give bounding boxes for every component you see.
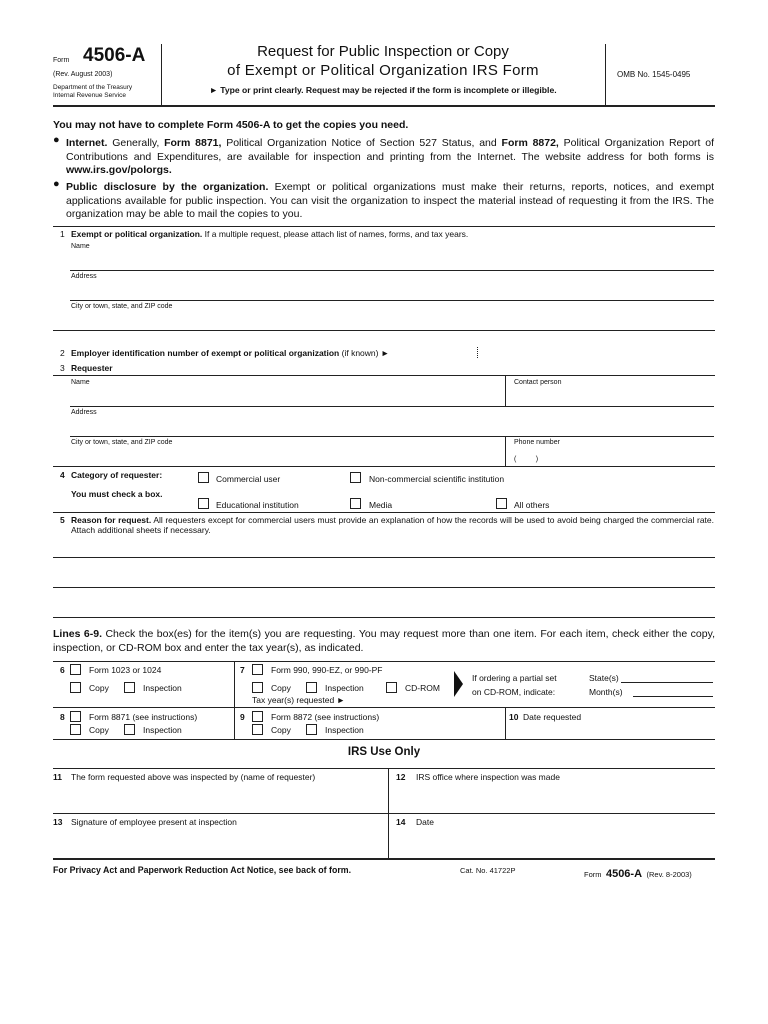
org-address-rule bbox=[70, 300, 714, 301]
irs-top-rule bbox=[53, 768, 715, 769]
inspection-date-field[interactable] bbox=[392, 829, 714, 857]
header-divider-right bbox=[605, 44, 606, 106]
line3-bottom-rule bbox=[53, 466, 715, 467]
line2-label: Employer identification number of exempt or political organization (if known) ► bbox=[71, 348, 390, 358]
requester-name-rule bbox=[70, 406, 714, 407]
requester-name-field[interactable] bbox=[70, 388, 503, 406]
items-bottom-rule bbox=[53, 739, 715, 740]
line8-inspection-label: Inspection bbox=[143, 725, 182, 735]
org-name-label: Name bbox=[71, 243, 90, 250]
form-title-line-2: of Exempt or Political Organization IRS Form bbox=[227, 62, 539, 79]
educational-checkbox[interactable] bbox=[198, 498, 209, 509]
contact-divider bbox=[505, 375, 506, 406]
department-line-2: Internal Revenue Service bbox=[53, 92, 126, 99]
line3-top-rule bbox=[53, 375, 715, 376]
org-address-label: Address bbox=[71, 273, 97, 280]
items-divider-1 bbox=[234, 661, 235, 739]
line9-inspection-label: Inspection bbox=[325, 725, 364, 735]
lines-6-9-instructions: Lines 6-9. Check the box(es) for the item(s) you are requesting. You may request more than one item. For each item, check either the copy, inspection, or CD-ROM box and enter the tax year(s), as indicated. bbox=[53, 628, 716, 654]
media-label: Media bbox=[369, 500, 393, 510]
line4-bottom-rule bbox=[53, 512, 715, 513]
form-revision: (Rev. August 2003) bbox=[53, 71, 113, 78]
form-title-line-1: Request for Public Inspection or Copy bbox=[257, 43, 509, 60]
org-city-label: City or town, state, and ZIP code bbox=[71, 303, 173, 310]
media-checkbox[interactable] bbox=[350, 498, 361, 509]
line1-label: Exempt or political organization. If a multiple request, please attach list of names, forms, and tax years. bbox=[71, 229, 469, 239]
line2-number: 2 bbox=[60, 348, 65, 358]
line4-label: Category of requester: bbox=[71, 470, 163, 480]
line14-number: 14 bbox=[396, 817, 406, 827]
requester-name-label: Name bbox=[71, 379, 90, 386]
form-number: 4506-A bbox=[83, 45, 146, 66]
line3-label: Requester bbox=[71, 363, 113, 373]
org-name-field[interactable] bbox=[70, 252, 714, 270]
form-8871-label: Form 8871 (see instructions) bbox=[89, 712, 198, 722]
bullet-icon: ● bbox=[53, 134, 60, 146]
employee-signature-field[interactable] bbox=[53, 829, 386, 857]
non-commercial-label: Non-commercial scientific institution bbox=[369, 474, 505, 484]
line5-text: Reason for request. All requesters except for commercial users must provide an explanation of how the records will be used to avoid being charged the commercial rate. Attach additional sheets if necessary. bbox=[71, 515, 714, 535]
line1-top-rule bbox=[53, 226, 715, 227]
org-name-rule bbox=[70, 270, 714, 271]
irs-use-only-heading: IRS Use Only bbox=[347, 746, 421, 758]
commercial-user-checkbox[interactable] bbox=[198, 472, 209, 483]
reason-rule-1 bbox=[53, 557, 715, 558]
bullet-icon: ● bbox=[53, 178, 60, 190]
intro-heading: You may not have to complete Form 4506-A to get the copies you need. bbox=[53, 119, 409, 131]
omb-number: OMB No. 1545-0495 bbox=[617, 70, 691, 79]
line6-copy-checkbox[interactable] bbox=[70, 682, 81, 693]
reason-rule-2 bbox=[53, 587, 715, 588]
reason-rule-3 bbox=[53, 617, 715, 618]
contact-person-label: Contact person bbox=[514, 379, 562, 386]
line4-number: 4 bbox=[60, 470, 65, 480]
requester-address-rule bbox=[70, 436, 714, 437]
org-address-field[interactable] bbox=[70, 282, 714, 300]
line9-number: 9 bbox=[240, 712, 245, 722]
inspected-by-field[interactable] bbox=[53, 784, 386, 812]
date-requested-label: Date requested bbox=[523, 712, 582, 722]
phone-divider bbox=[505, 436, 506, 466]
line8-inspection-checkbox[interactable] bbox=[124, 724, 135, 735]
line13-label: Signature of employee present at inspection bbox=[71, 817, 237, 827]
line8-copy-checkbox[interactable] bbox=[70, 724, 81, 735]
line7-number: 7 bbox=[240, 665, 245, 675]
line8-number: 8 bbox=[60, 712, 65, 722]
all-others-checkbox[interactable] bbox=[496, 498, 507, 509]
form-word: Form bbox=[53, 57, 70, 64]
privacy-notice: For Privacy Act and Paperwork Reduction Act Notice, see back of form. bbox=[53, 865, 352, 875]
department-line-1: Department of the Treasury bbox=[53, 84, 133, 91]
months-label: Month(s) bbox=[589, 687, 623, 697]
months-field[interactable] bbox=[633, 696, 713, 697]
partial-set-line-2: on CD-ROM, indicate: bbox=[472, 687, 556, 697]
public-disclosure-paragraph: Public disclosure by the organization. Exempt or political organizations must make their returns, reports, notices, and exempt applications available for public inspection. You can visit the organization to inspect the material instead of requesting it from the IRS. The organization may be able to mail the copies to you. bbox=[66, 181, 714, 220]
line1-number: 1 bbox=[60, 229, 65, 239]
line7-inspection-label: Inspection bbox=[325, 683, 364, 693]
tax-years-label: Tax year(s) requested ► bbox=[252, 695, 345, 705]
contact-person-field[interactable] bbox=[510, 388, 714, 406]
line7-cdrom-checkbox[interactable] bbox=[386, 682, 397, 693]
commercial-user-label: Commercial user bbox=[216, 474, 281, 484]
requester-city-field[interactable] bbox=[70, 448, 503, 466]
line9-copy-checkbox[interactable] bbox=[252, 724, 263, 735]
line9-inspection-checkbox[interactable] bbox=[306, 724, 317, 735]
line6-copy-label: Copy bbox=[89, 683, 109, 693]
ein-separator bbox=[477, 347, 478, 358]
line12-label: IRS office where inspection was made bbox=[416, 772, 560, 782]
form-title-block bbox=[162, 42, 604, 95]
arrow-right-icon bbox=[454, 671, 463, 697]
non-commercial-checkbox[interactable] bbox=[350, 472, 361, 483]
line11-label: The form requested above was inspected by (name of requester) bbox=[71, 772, 316, 782]
line10-number: 10 bbox=[509, 712, 519, 722]
irs-office-field[interactable] bbox=[392, 784, 714, 812]
catalog-number: Cat. No. 41722P bbox=[460, 866, 516, 875]
internet-paragraph: Internet. Generally, Form 8871, Political Organization Notice of Section 527 Status, and Form 8872, Political Organization Report of Contributions and Expenditures, are available for inspection and printing from the Internet. The website address for both forms is www.irs.gov/polorgs. bbox=[66, 137, 715, 176]
line7-copy-label: Copy bbox=[271, 683, 291, 693]
line7-copy-checkbox[interactable] bbox=[252, 682, 263, 693]
line6-inspection-checkbox[interactable] bbox=[124, 682, 135, 693]
line5-number: 5 bbox=[60, 515, 65, 525]
date-requested-field[interactable] bbox=[510, 722, 714, 738]
form-8872-label: Form 8872 (see instructions) bbox=[271, 712, 380, 722]
states-field[interactable] bbox=[621, 682, 713, 683]
ein-field[interactable] bbox=[460, 345, 714, 359]
irs-bottom-rule bbox=[53, 858, 715, 860]
reason-field[interactable] bbox=[53, 538, 715, 618]
requester-address-field[interactable] bbox=[70, 418, 714, 436]
states-label: State(s) bbox=[589, 673, 619, 683]
line11-number: 11 bbox=[53, 772, 62, 782]
polorgs-link[interactable]: www.irs.gov/polorgs. bbox=[66, 164, 172, 176]
requester-address-label: Address bbox=[71, 409, 97, 416]
form-990-label: Form 990, 990-EZ, or 990-PF bbox=[271, 665, 383, 675]
line7-cdrom-label: CD-ROM bbox=[405, 683, 440, 693]
items-divider-2 bbox=[505, 707, 506, 739]
line13-number: 13 bbox=[53, 817, 63, 827]
form-1023-checkbox[interactable] bbox=[70, 664, 81, 675]
line3-number: 3 bbox=[60, 363, 65, 373]
form-instruction: ► Type or print clearly. Request may be rejected if the form is incomplete or illegible. bbox=[209, 85, 557, 95]
line14-label: Date bbox=[416, 817, 434, 827]
line12-number: 12 bbox=[396, 772, 406, 782]
educational-label: Educational institution bbox=[216, 500, 299, 510]
org-city-field[interactable] bbox=[70, 312, 714, 330]
irs-middle-rule bbox=[53, 813, 715, 814]
form-8871-checkbox[interactable] bbox=[70, 711, 81, 722]
line9-copy-label: Copy bbox=[271, 725, 291, 735]
footer-form-id: Form 4506-A (Rev. 8-2003) bbox=[584, 868, 692, 880]
requester-city-label: City or town, state, and ZIP code bbox=[71, 439, 173, 446]
form-8872-checkbox[interactable] bbox=[252, 711, 263, 722]
form-1023-label: Form 1023 or 1024 bbox=[89, 665, 162, 675]
items-top-rule bbox=[53, 661, 715, 662]
header-bottom-rule bbox=[53, 105, 715, 107]
tax-years-field[interactable] bbox=[370, 694, 450, 706]
all-others-label: All others bbox=[514, 500, 550, 510]
form-990-checkbox[interactable] bbox=[252, 664, 263, 675]
internet-lead: Internet. bbox=[66, 137, 108, 149]
phone-number-label: Phone number bbox=[514, 439, 560, 446]
line1-bottom-rule bbox=[53, 330, 715, 331]
line6-inspection-label: Inspection bbox=[143, 683, 182, 693]
line7-inspection-checkbox[interactable] bbox=[306, 682, 317, 693]
partial-set-line-1: If ordering a partial set bbox=[472, 673, 557, 683]
phone-number-field[interactable]: ( ) bbox=[514, 456, 539, 463]
line8-copy-label: Copy bbox=[89, 725, 109, 735]
items-middle-rule bbox=[53, 707, 715, 708]
line4-must-check: You must check a box. bbox=[71, 489, 163, 499]
line6-number: 6 bbox=[60, 665, 65, 675]
